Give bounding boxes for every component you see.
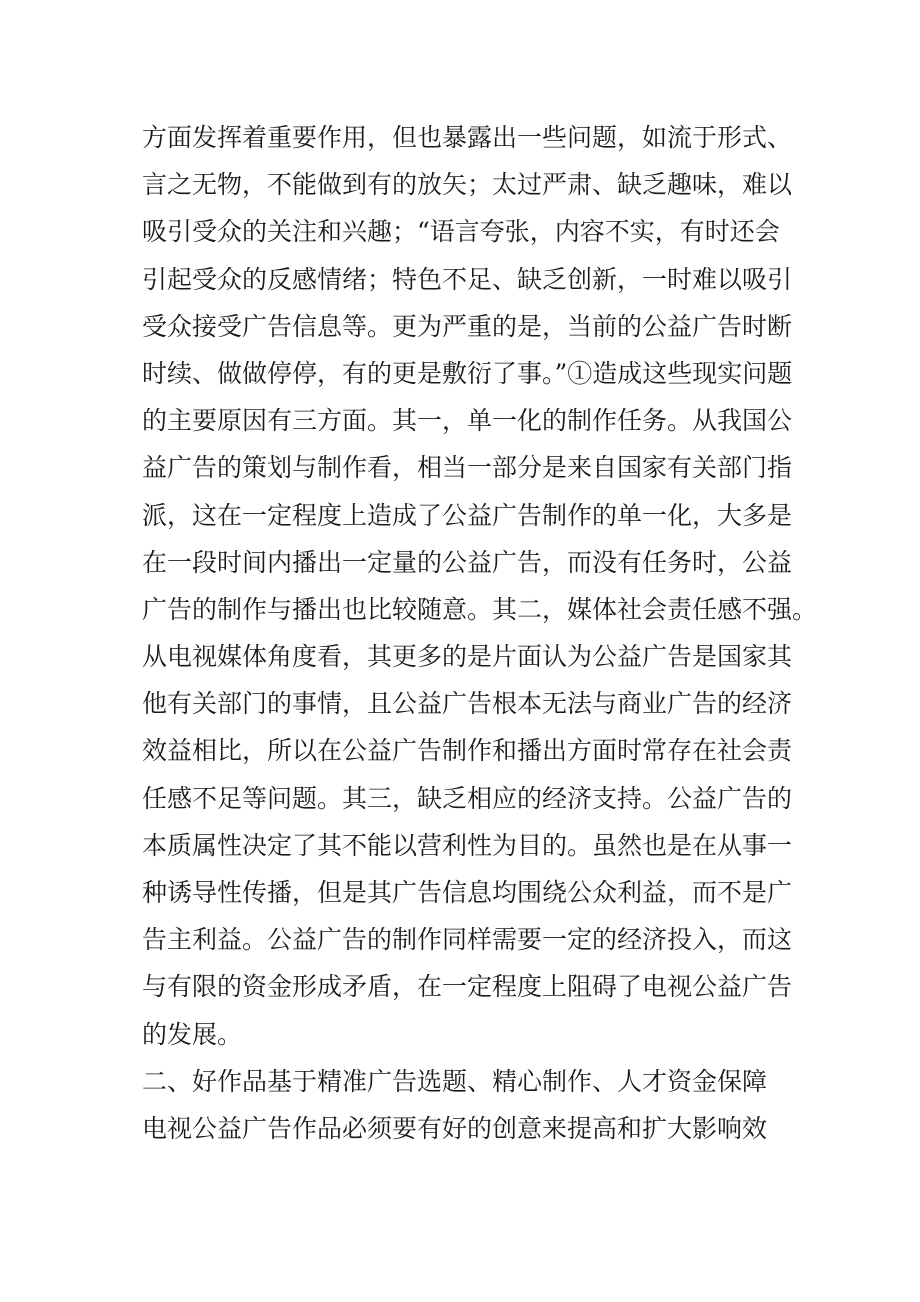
- text-line: 派，这在一定程度上造成了公益广告制作的单一化，大多是: [142, 500, 793, 530]
- text-line: 的发展。: [142, 1019, 243, 1049]
- text-line: 效益相比，所以在公益广告制作和播出方面时常存在社会责: [142, 736, 793, 766]
- text-line: 本质属性决定了其不能以营利性为目的。虽然也是在从事一: [142, 830, 793, 860]
- body-text: [142, 114, 818, 1152]
- text-line: 从电视媒体角度看，其更多的是片面认为公益广告是国家其: [142, 642, 793, 672]
- text-line: 方面发挥着重要作用，但也暴露出一些问题，如流于形式、: [142, 123, 793, 152]
- text-line: 益广告的策划与制作看，相当一部分是来自国家有关部门指: [142, 453, 793, 483]
- text-line: 吸引受众的关注和兴趣；“语言夸张，内容不实，有时还会: [142, 217, 780, 247]
- text-line: 的主要原因有三方面。其一，单一化的制作任务。从我国公: [142, 406, 793, 436]
- text-line: 受众接受广告信息等。更为严重的是，当前的公益广告时断: [142, 311, 793, 341]
- text-line: 在一段时间内播出一定量的公益广告，而没有任务时，公益: [142, 547, 793, 577]
- text-line: 引起受众的反感情绪；特色不足、缺乏创新，一时难以吸引: [142, 264, 793, 294]
- text-line: 电视公益广告作品必须要有好的创意来提高和扩大影响效: [142, 1113, 768, 1143]
- text-line: 时续、做做停停，有的更是敷衍了事。”①造成这些现实问题: [142, 358, 793, 388]
- text-line: 言之无物，不能做到有的放矢；太过严肃、缺乏趣味，难以: [142, 170, 793, 200]
- section-heading: 二、好作品基于精准广告选题、精心制作、人才资金保障: [142, 1066, 768, 1096]
- text-line: 与有限的资金形成矛盾，在一定程度上阻碍了电视公益广告: [142, 972, 793, 1002]
- text-line: 种诱导性传播，但是其广告信息均围绕公众利益，而不是广: [142, 878, 793, 907]
- text-line: 广告的制作与播出也比较随意。其二，媒体社会责任感不强。: [142, 594, 818, 624]
- text-line: 他有关部门的事情，且公益广告根本无法与商业广告的经济: [142, 689, 793, 719]
- text-line: 任感不足等问题。其三，缺乏相应的经济支持。公益广告的: [142, 783, 793, 813]
- text-line: 告主利益。公益广告的制作同样需要一定的经济投入，而这: [142, 925, 793, 955]
